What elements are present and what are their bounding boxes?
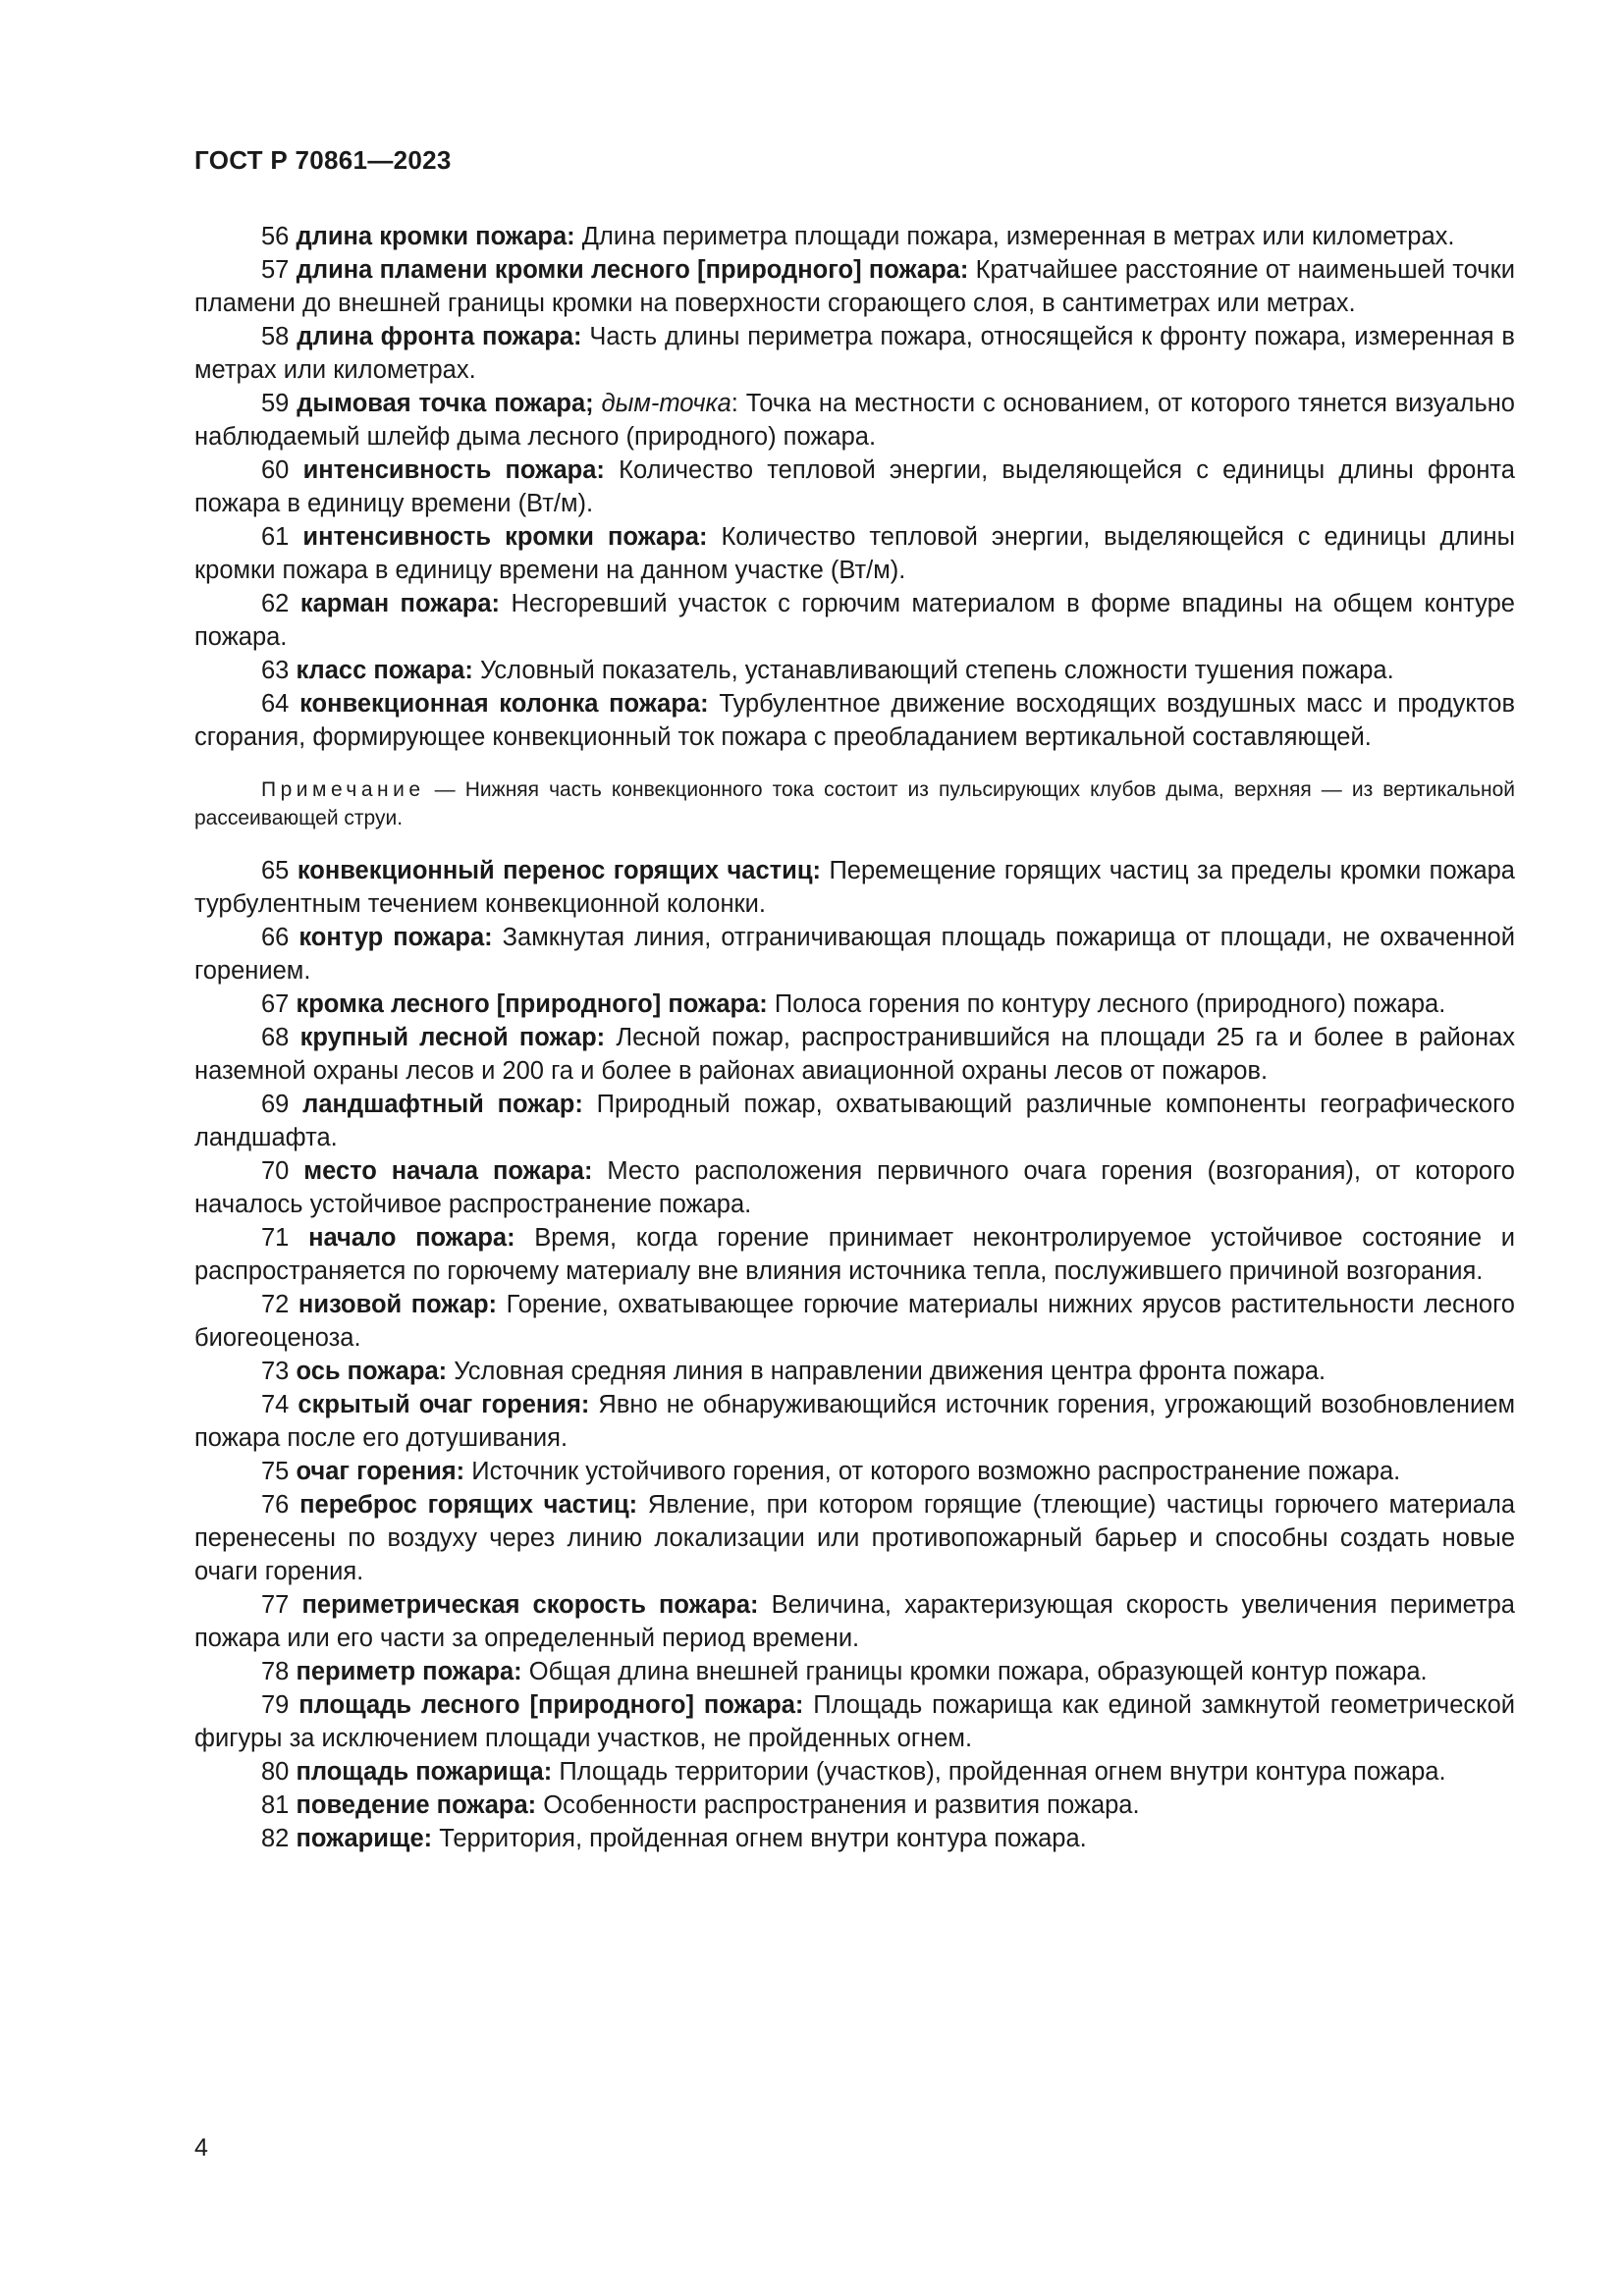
term-name: низовой пожар: <box>298 1291 498 1318</box>
term-name: периметр пожара: <box>296 1658 522 1685</box>
entry-number: 74 <box>261 1391 290 1418</box>
entry-number: 68 <box>261 1024 290 1051</box>
term-name: площадь пожарища: <box>296 1758 553 1786</box>
entries-group-a <box>194 220 1515 754</box>
note-text: Нижняя часть конвекционного тока состоит из пульсирующих клубов дыма, верхняя — из вертикальной рассеивающей струи. <box>194 778 1515 829</box>
entry-number: 82 <box>261 1825 290 1852</box>
term-entry <box>194 988 1515 1021</box>
term-entry <box>194 220 1515 253</box>
entry-number: 75 <box>261 1458 290 1485</box>
term-name: контур пожара: <box>298 924 493 951</box>
term-definition: Несгоревший участок с горючим материалом в форме впадины на общем контуре пожара. <box>194 590 1515 651</box>
term-name: крупный лесной пожар: <box>299 1024 606 1051</box>
entry-number: 67 <box>261 990 290 1018</box>
term-definition: Перемещение горящих частиц за пределы кромки пожара турбулентным течением конвекционной колонки. <box>194 857 1515 918</box>
entry-number: 61 <box>261 523 290 551</box>
term-definition: Точка на местности с основанием, от которого тянется визуально наблюдаемый шлейф дыма лесного (природного) пожара. <box>194 390 1515 451</box>
term-definition: Общая длина внешней границы кромки пожара, образующей контур пожара. <box>528 1658 1428 1685</box>
term-name: очаг горения: <box>296 1458 465 1485</box>
term-entry <box>194 1021 1515 1088</box>
entry-number: 70 <box>261 1157 290 1185</box>
term-synonym: дым-точка <box>601 390 731 417</box>
term-definition: Величина, характеризующая скорость увеличения периметра пожара или его части за определенный период времени. <box>194 1591 1515 1652</box>
entry-number: 73 <box>261 1358 290 1385</box>
term-definition: Часть длины периметра пожара, относящейся к фронту пожара, измеренная в метрах или километрах. <box>194 323 1515 384</box>
term-definition: Источник устойчивого горения, от которого возможно распространение пожара. <box>471 1458 1401 1485</box>
term-entry <box>194 1755 1515 1789</box>
term-entry <box>194 1588 1515 1655</box>
term-name: конвекционная колонка пожара: <box>299 690 709 718</box>
term-definition: Площадь пожарища как единой замкнутой геометрической фигуры за исключением площади участков, не пройденных огнем. <box>194 1691 1515 1752</box>
term-definition: Кратчайшее расстояние от наименьшей точки пламени до внешней границы кромки на поверхности сгорающего слоя, в сантиметрах или метрах. <box>194 256 1515 317</box>
term-name: периметрическая скорость пожара: <box>301 1591 759 1619</box>
term-name: конвекционный перенос горящих частиц: <box>297 857 821 884</box>
entry-number: 78 <box>261 1658 290 1685</box>
note-block <box>194 775 1515 832</box>
entry-number: 63 <box>261 657 290 684</box>
term-entry <box>194 1822 1515 1855</box>
term-entry <box>194 253 1515 320</box>
term-definition: Турбулентное движение восходящих воздушных масс и продуктов сгорания, формирующее конвекционный ток пожара с преобладанием вертикальной составляющей. <box>194 690 1515 751</box>
entry-number: 80 <box>261 1758 290 1786</box>
entry-number: 79 <box>261 1691 290 1719</box>
term-definition: Место расположения первичного очага горения (возгорания), от которого началось устойчивое распространение пожара. <box>194 1157 1515 1218</box>
term-definition: Горение, охватывающее горючие материалы нижних ярусов растительности лесного биогеоценоза. <box>194 1291 1515 1352</box>
term-name: длина пламени кромки лесного [природного] пожара: <box>296 256 969 284</box>
entry-number: 76 <box>261 1491 290 1519</box>
term-name: место начала пожара: <box>303 1157 593 1185</box>
term-name: ось пожара: <box>296 1358 448 1385</box>
term-definition: Особенности распространения и развития пожара. <box>543 1791 1140 1819</box>
entry-number: 77 <box>261 1591 290 1619</box>
term-name: дымовая точка пожара; <box>297 390 594 417</box>
entry-number: 69 <box>261 1091 290 1118</box>
term-entry <box>194 1288 1515 1355</box>
term-entry <box>194 921 1515 988</box>
term-entry <box>194 854 1515 921</box>
term-definition: Явление, при котором горящие (тлеющие) частицы горючего материала перенесены по воздуху через линию локализации или противопожарный барьер и способны создать новые очаги горения. <box>194 1491 1516 1585</box>
term-definition: Время, когда горение принимает неконтролируемое устойчивое состояние и распространяется по горючему материалу вне влияния источника тепла, послужившего причиной возгорания. <box>194 1224 1515 1285</box>
term-definition: Условная средняя линия в направлении движения центра фронта пожара. <box>454 1358 1326 1385</box>
term-entry <box>194 1455 1515 1488</box>
synonym-separator: : <box>731 390 738 417</box>
term-entry <box>194 1388 1515 1455</box>
note-dash: — <box>434 778 456 801</box>
entry-number: 60 <box>261 456 290 484</box>
entry-number: 66 <box>261 924 290 951</box>
term-entry <box>194 320 1515 387</box>
terms-list <box>194 220 1515 1855</box>
document-header: ГОСТ Р 70861—2023 <box>194 145 452 175</box>
term-name: класс пожара: <box>296 657 473 684</box>
term-name: интенсивность пожара: <box>302 456 605 484</box>
term-entry <box>194 654 1515 687</box>
term-definition: Природный пожар, охватывающий различные компоненты географического ландшафта. <box>194 1091 1515 1151</box>
term-entry <box>194 1088 1515 1154</box>
term-entry <box>194 1154 1515 1221</box>
term-definition: Условный показатель, устанавливающий степень сложности тушения пожара. <box>479 657 1394 684</box>
entry-number: 64 <box>261 690 290 718</box>
term-entry <box>194 1488 1515 1588</box>
term-entry <box>194 520 1515 587</box>
term-entry <box>194 454 1515 520</box>
term-entry <box>194 687 1515 754</box>
note-label: Примечание <box>261 778 425 801</box>
entries-group-b <box>194 854 1515 1855</box>
term-name: площадь лесного [природного] пожара: <box>298 1691 804 1719</box>
term-name: длина фронта пожара: <box>297 323 582 350</box>
term-entry <box>194 587 1515 654</box>
entry-number: 81 <box>261 1791 290 1819</box>
entry-number: 72 <box>261 1291 290 1318</box>
term-entry <box>194 1789 1515 1822</box>
page-number: 4 <box>194 2134 208 2162</box>
term-entry <box>194 387 1515 454</box>
term-name: скрытый очаг горения: <box>298 1391 590 1418</box>
term-definition: Количество тепловой энергии, выделяющейся с единицы длины фронта пожара в единицу времени (Вт/м). <box>194 456 1515 517</box>
entry-number: 62 <box>261 590 290 617</box>
term-name: интенсивность кромки пожара: <box>302 523 708 551</box>
term-definition: Длина периметра площади пожара, измеренная в метрах или километрах. <box>581 223 1455 250</box>
term-name: поведение пожара: <box>296 1791 537 1819</box>
term-definition: Полоса горения по контуру лесного (природного) пожара. <box>774 990 1446 1018</box>
entry-number: 71 <box>261 1224 290 1252</box>
term-entry <box>194 1221 1515 1288</box>
term-definition: Лесной пожар, распространившийся на площади 25 га и более в районах наземной охраны лесов и 200 га и более в районах авиационной охраны лесов от пожаров. <box>194 1024 1516 1085</box>
term-entry <box>194 1688 1515 1755</box>
term-definition: Площадь территории (участков), пройденная огнем внутри контура пожара. <box>559 1758 1446 1786</box>
term-name: кромка лесного [природного] пожара: <box>296 990 768 1018</box>
term-definition: Замкнутая линия, отграничивающая площадь пожарища от площади, не охваченной горением. <box>194 924 1515 985</box>
term-entry <box>194 1355 1515 1388</box>
term-name: длина кромки пожара: <box>296 223 575 250</box>
term-definition: Количество тепловой энергии, выделяющейся с единицы длины кромки пожара в единицу времени на данном участке (Вт/м). <box>194 523 1515 584</box>
term-entry <box>194 1655 1515 1688</box>
term-name: ландшафтный пожар: <box>302 1091 583 1118</box>
term-name: начало пожара: <box>308 1224 515 1252</box>
term-definition: Явно не обнаруживающийся источник горения, угрожающий возобновлением пожара после его дотушивания. <box>194 1391 1515 1452</box>
entry-number: 56 <box>261 223 290 250</box>
entry-number: 59 <box>261 390 290 417</box>
entry-number: 58 <box>261 323 290 350</box>
entry-number: 57 <box>261 256 290 284</box>
term-name: карман пожара: <box>299 590 501 617</box>
term-name: переброс горящих частиц: <box>299 1491 638 1519</box>
term-name: пожарище: <box>296 1825 433 1852</box>
entry-number: 65 <box>261 857 290 884</box>
term-definition: Территория, пройденная огнем внутри контура пожара. <box>439 1825 1087 1852</box>
